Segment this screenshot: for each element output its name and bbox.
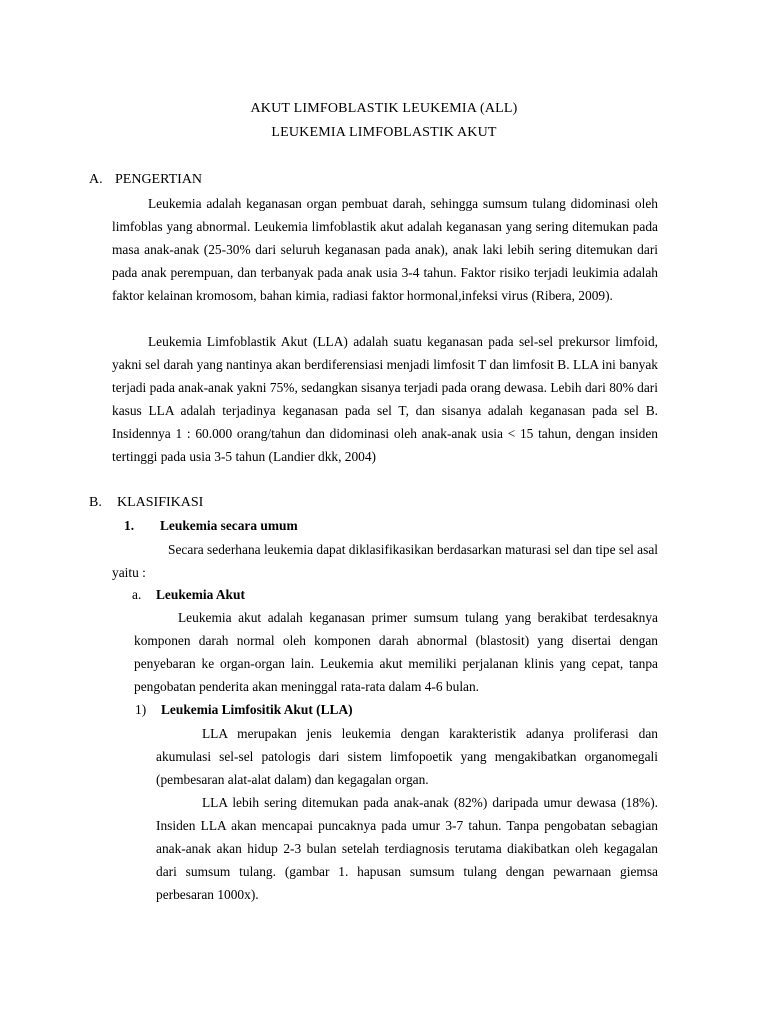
subsection-1a-paragraph-1: LLA merupakan jenis leukemia dengan karakteristik adanya proliferasi dan akumulasi sel-sel patologis dari sistem limfopoetik yang mengakibatkan organomegali (pembesaran alat-alat dalam) dan kegagalan organ. [156, 726, 658, 787]
subsection-1a-paragraph-2: LLA lebih sering ditemukan pada anak-anak (82%) daripada umur dewasa (18%). Insiden LLA akan mencapai puncaknya pada umur 3-7 tahun. Tanpa pengobatan sebagian anak-anak akan hidup 2-3 bulan setelah terdiagnosis terutama diakibatkan oleh kegagalan dari sumsum tulang. (gambar 1. hapusan sumsum tulang dengan pewarnaan giemsa perbesaran 1000x). [156, 795, 658, 902]
subsection-1-number: 1. [124, 518, 135, 533]
subsection-a-title: Leukemia Akut [156, 587, 245, 602]
subsection-a-paragraph: Leukemia akut adalah keganasan primer sumsum tulang yang berakibat terdesaknya komponen darah normal oleh komponen darah abnormal (blastosit) yang disertai dengan penyebaran ke organ-organ lain. Leukemia akut memiliki perjalanan klinis yang cepat, tanpa pengobatan penderita akan meninggal rata-rata dalam 4-6 bulan. [134, 610, 658, 694]
section-a-title: PENGERTIAN [115, 172, 203, 187]
subsection-a-letter: a. [132, 587, 142, 602]
subsection-1a-number: 1) [135, 702, 147, 717]
section-b-number: B. [89, 495, 102, 510]
document-title-line1: AKUT LIMFOBLASTIK LEUKEMIA (ALL) [250, 101, 518, 116]
section-a-paragraph-2: Leukemia Limfoblastik Akut (LLA) adalah suatu keganasan pada sel-sel prekursor limfoid, yakni sel darah yang nantinya akan berdiferensiasi menjadi limfosit T dan limfosit B. LLA ini banyak terjadi pada anak-anak yakni 75%, sedangkan sisanya terjadi pada orang dewasa. Lebih dari 80% dari kasus LLA adalah terjadinya keganasan pada sel T, dan sisanya adalah keganasan pada sel B. Insidennya 1 : 60.000 orang/tahun dan didominasi oleh anak-anak usia < 15 tahun, dengan insiden tertinggi pada usia 3-5 tahun (Landier dkk, 2004) [112, 334, 658, 464]
subsection-1-paragraph: Secara sederhana leukemia dapat diklasifikasikan berdasarkan maturasi sel dan tipe sel asal yaitu : [112, 542, 658, 580]
document-title-line2: LEUKEMIA LIMFOBLASTIK AKUT [271, 125, 497, 140]
section-a-number: A. [89, 172, 103, 187]
subsection-1a-title: Leukemia Limfositik Akut (LLA) [161, 702, 353, 717]
section-a-paragraph-1: Leukemia adalah keganasan organ pembuat darah, sehingga sumsum tulang didominasi oleh limfoblas yang abnormal. Leukemia limfoblastik akut adalah keganasan yang sering ditemukan pada masa anak-anak (25-30% dari seluruh keganasan pada anak), anak laki lebih sering ditemukan dari pada anak perempuan, dan terbanyak pada anak usia 3-4 tahun. Faktor risiko terjadi leukimia adalah faktor kelainan kromosom, bahan kimia, radiasi faktor hormonal,infeksi virus (Ribera, 2009). [112, 196, 658, 303]
subsection-1-title: Leukemia secara umum [160, 518, 298, 533]
section-b-title: KLASIFIKASI [117, 495, 204, 510]
